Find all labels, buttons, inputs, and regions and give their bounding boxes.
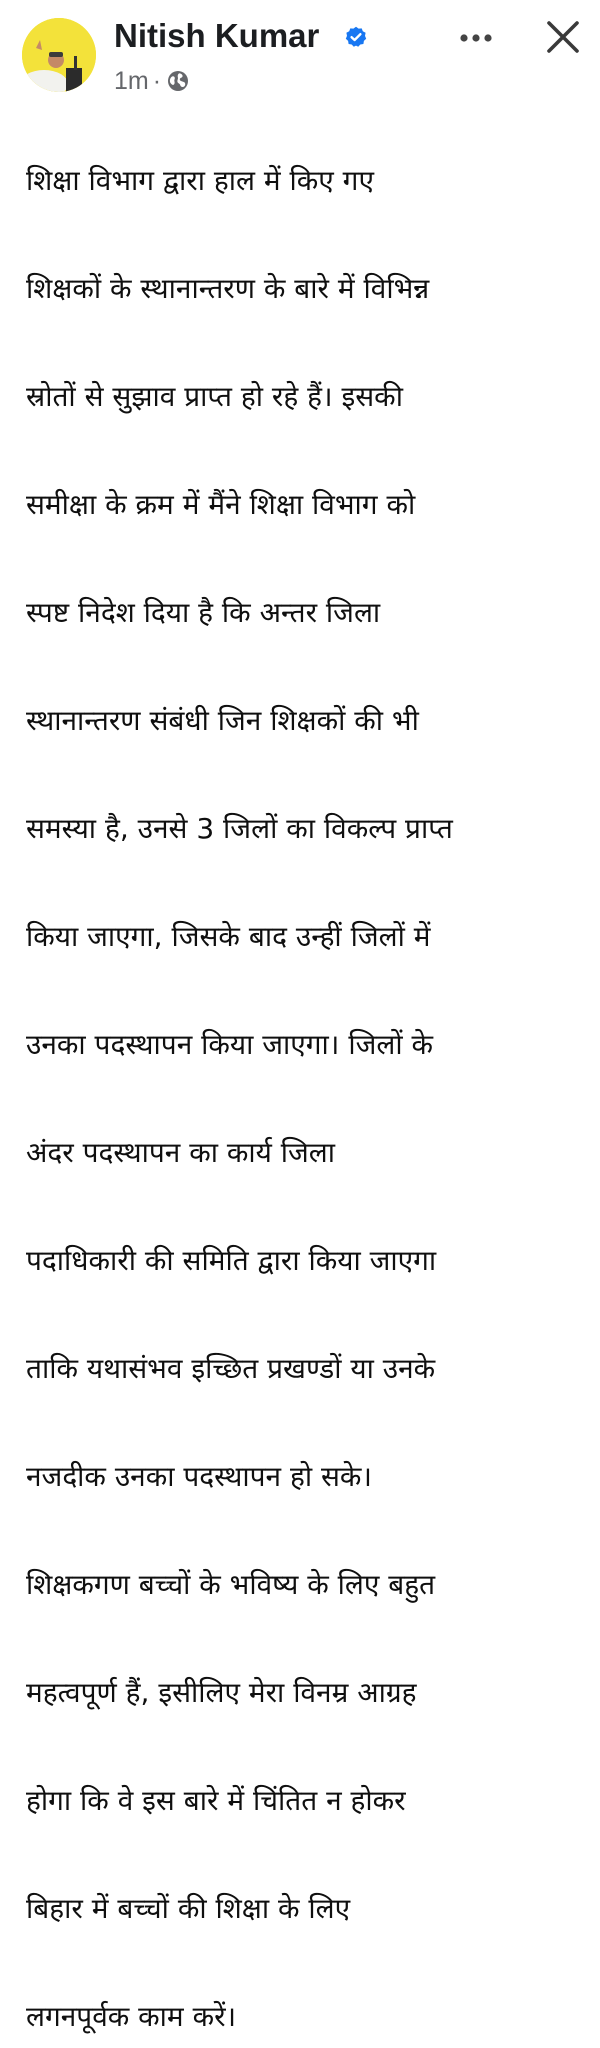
post-text-line: समस्या है, उनसे 3 जिलों का विकल्प प्राप्त <box>26 812 453 845</box>
post-text-line: शिक्षकगण बच्चों के भविष्य के लिए बहुत <box>26 1568 436 1601</box>
post-text-line: स्थानान्तरण संबंधी जिन शिक्षकों की भी <box>26 704 419 737</box>
post-text-line: किया जाएगा, जिसके बाद उन्हीं जिलों में <box>26 920 431 953</box>
avatar[interactable] <box>22 18 96 92</box>
post-time[interactable]: 1m <box>114 67 149 95</box>
post-text-line: महत्वपूर्ण हैं, इसीलिए मेरा विनम्र आग्रह <box>26 1676 417 1709</box>
post-text-line: ताकि यथासंभव इच्छित प्रखण्डों या उनके <box>26 1352 436 1385</box>
post-text-line: नजदीक उनका पदस्थापन हो सके। <box>26 1460 373 1493</box>
globe-icon[interactable] <box>167 70 189 92</box>
post-text-line: शिक्षा विभाग द्वारा हाल में किए गए <box>26 164 374 197</box>
post-text-line: होगा कि वे इस बारे में चिंतित न होकर <box>26 1784 406 1817</box>
meta-separator: · <box>152 67 162 95</box>
post-text-line: बिहार में बच्चों की शिक्षा के लिए <box>26 1892 351 1925</box>
close-icon <box>546 20 580 54</box>
author-name[interactable]: Nitish Kumar <box>114 17 320 54</box>
avatar-image <box>22 18 96 92</box>
post-text <box>26 100 586 2048</box>
post-header <box>0 0 600 100</box>
post-text-line: शिक्षकों के स्थानान्तरण के बारे में विभिन्न <box>26 272 430 305</box>
close-button[interactable] <box>540 14 586 60</box>
post-meta <box>114 64 189 98</box>
post-text-line: लगनपूर्वक काम करें। <box>26 2000 237 2033</box>
post-text-line: उनका पदस्थापन किया जाएगा। जिलों के <box>26 1028 433 1061</box>
more-options-button[interactable] <box>452 20 500 56</box>
post-text-line: अंदर पदस्थापन का कार्य जिला <box>26 1136 336 1169</box>
post-text-line: स्रोतों से सुझाव प्राप्त हो रहे हैं। इसकी <box>26 380 403 413</box>
verified-badge-icon <box>345 26 367 48</box>
post-text-line: पदाधिकारी की समिति द्वारा किया जाएगा <box>26 1244 437 1277</box>
post-text-line: स्पष्ट निदेश दिया है कि अन्तर जिला <box>26 596 381 629</box>
post-text-line: समीक्षा के क्रम में मैंने शिक्षा विभाग को <box>26 488 416 521</box>
more-horizontal-icon <box>456 32 496 44</box>
